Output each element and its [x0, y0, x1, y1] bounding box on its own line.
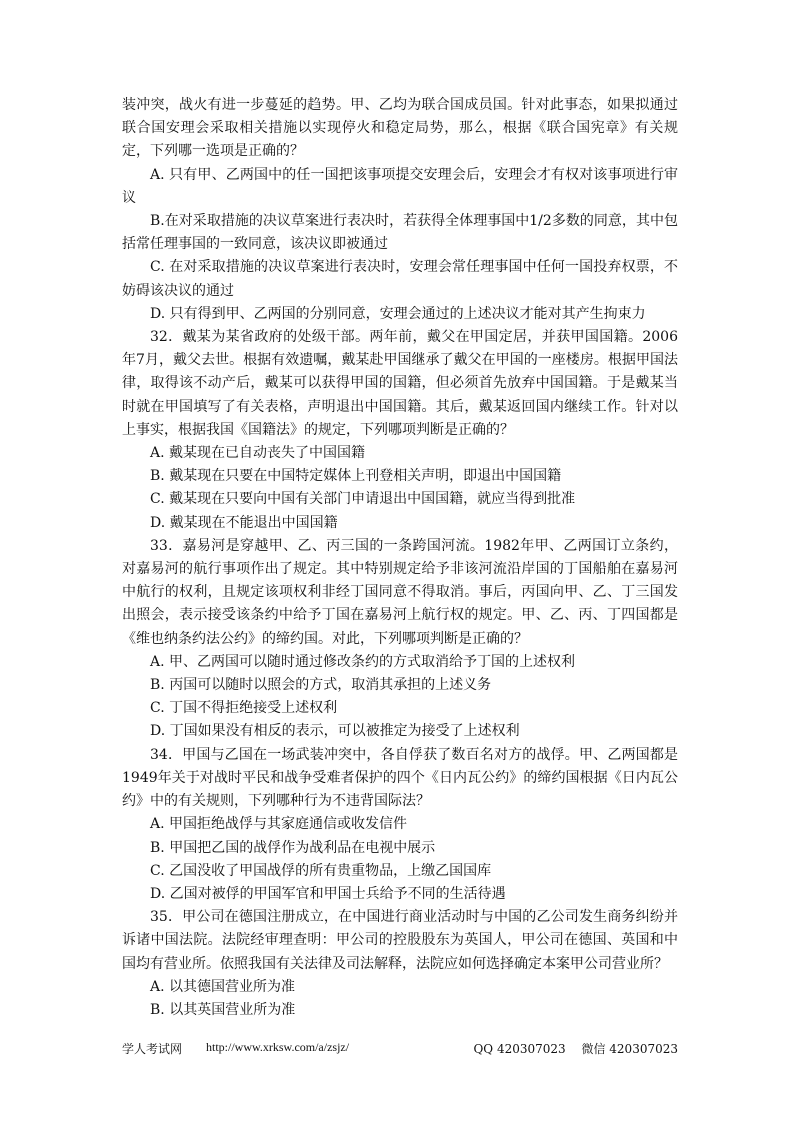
option-31-d: D. 只有得到甲、乙两国的分别同意，安理会通过的上述决议才能对其产生拘束力 [150, 305, 646, 322]
footer-site-name: 学人考试网 [122, 1042, 183, 1056]
option-31-c: C. 在对采取措施的决议草案进行表决时，安理会常任理事国中任何一国投弃权票，不妨碍该决议的通过 [122, 259, 678, 299]
question-33: 33．嘉易河是穿越甲、乙、丙三国的一条跨国河流。1982年甲、乙两国订立条约，对嘉易河的航行事项作出了规定。其中特别规定给予非该河流沿岸国的丁国船舶在嘉易河中航行的权利，且规定该项权利非经丁国同意不得取消。事后，丙国向甲、乙、丁三国发出照会，表示接受该条约中给予丁国在嘉易河上航行权的规定。甲、乙、丙、丁四国都是《维也纳条约法公约》的缔约国。对此，下列哪项判断是正确的？ [122, 537, 678, 647]
option-35-b: B. 以其英国营业所为准 [150, 1001, 296, 1018]
paragraph-continued: 装冲突，战火有进一步蔓延的趋势。甲、乙均为联合国成员国。针对此事态，如果拟通过联合国安理会采取相关措施以实现停火和稳定局势，那么，根据《联合国宪章》有关规定，下列哪一选项是正确的？ [122, 97, 678, 160]
option-34-c: C. 乙国没收了甲国战俘的所有贵重物品，上缴乙国国库 [150, 862, 492, 879]
footer-contact: QQ 420307023 微信 420307023 [473, 1042, 678, 1056]
question-35: 35．甲公司在德国注册成立，在中国进行商业活动时与中国的乙公司发生商务纠纷并诉诸中国法院。法院经审理查明：甲公司的控股股东为英国人，甲公司在德国、英国和中国均有营业所。依照我国有关法律及司法解释，法院应如何选择确定本案甲公司营业所？ [122, 909, 678, 972]
option-34-a: A. 甲国拒绝战俘与其家庭通信或收发信件 [150, 816, 408, 833]
page-footer [122, 1040, 678, 1058]
option-33-b: B. 丙国可以随时以照会的方式，取消其承担的上述义务 [150, 677, 492, 694]
option-33-d: D. 丁国如果没有相反的表示，可以被推定为接受了上述权利 [150, 723, 520, 740]
option-33-a: A. 甲、乙两国可以随时通过修改条约的方式取消给予丁国的上述权利 [150, 653, 576, 670]
option-33-c: C. 丁国不得拒绝接受上述权利 [150, 700, 338, 717]
option-32-d: D. 戴某现在不能退出中国国籍 [150, 514, 338, 531]
option-34-b: B. 甲国把乙国的战俘作为战利品在电视中展示 [150, 839, 436, 856]
option-32-a: A. 戴某现在已自动丧失了中国国籍 [150, 445, 366, 462]
option-32-b: B. 戴某现在只要在中国特定媒体上刊登相关声明，即退出中国国籍 [150, 468, 562, 485]
option-32-c: C. 戴某现在只要向中国有关部门申请退出中国国籍，就应当得到批准 [150, 491, 576, 508]
question-32: 32．戴某为某省政府的处级干部。两年前，戴父在甲国定居，并获甲国国籍。2006年7月，戴父去世。根据有效遗嘱，戴某赴甲国继承了戴父在甲国的一座楼房。根据甲国法律，取得该不动产后，戴某可以获得甲国的国籍，但必须首先放弃中国国籍。于是戴某当时就在甲国填写了有关表格，声明退出中国国籍。其后，戴某返回国内继续工作。针对以上事实，根据我国《国籍法》的规定，下列哪项判断是正确的？ [122, 329, 678, 438]
option-31-b: B.在对采取措施的决议草案进行表决时，若获得全体理事国中1/2多数的同意，其中包括常任理事国的一致同意，该决议即被通过 [122, 213, 678, 253]
option-31-a: A. 只有甲、乙两国中的任一国把该事项提交安理会后，安理会才有权对该事项进行审议 [122, 166, 678, 206]
document-body [122, 94, 678, 1022]
question-34: 34．甲国与乙国在一场武装冲突中，各自俘获了数百名对方的战俘。甲、乙两国都是1949年关于对战时平民和战争受难者保护的四个《日内瓦公约》的缔约国根据《日内瓦公约》中的有关规则，下列哪种行为不违背国际法？ [122, 746, 678, 810]
footer-url-link[interactable]: http://www.xrksw.com/a/zsjz/ [206, 1040, 350, 1054]
option-35-a: A. 以其德国营业所为准 [150, 978, 296, 995]
option-34-d: D. 乙国对被俘的甲国军官和甲国士兵给予不同的生活待遇 [150, 885, 506, 902]
